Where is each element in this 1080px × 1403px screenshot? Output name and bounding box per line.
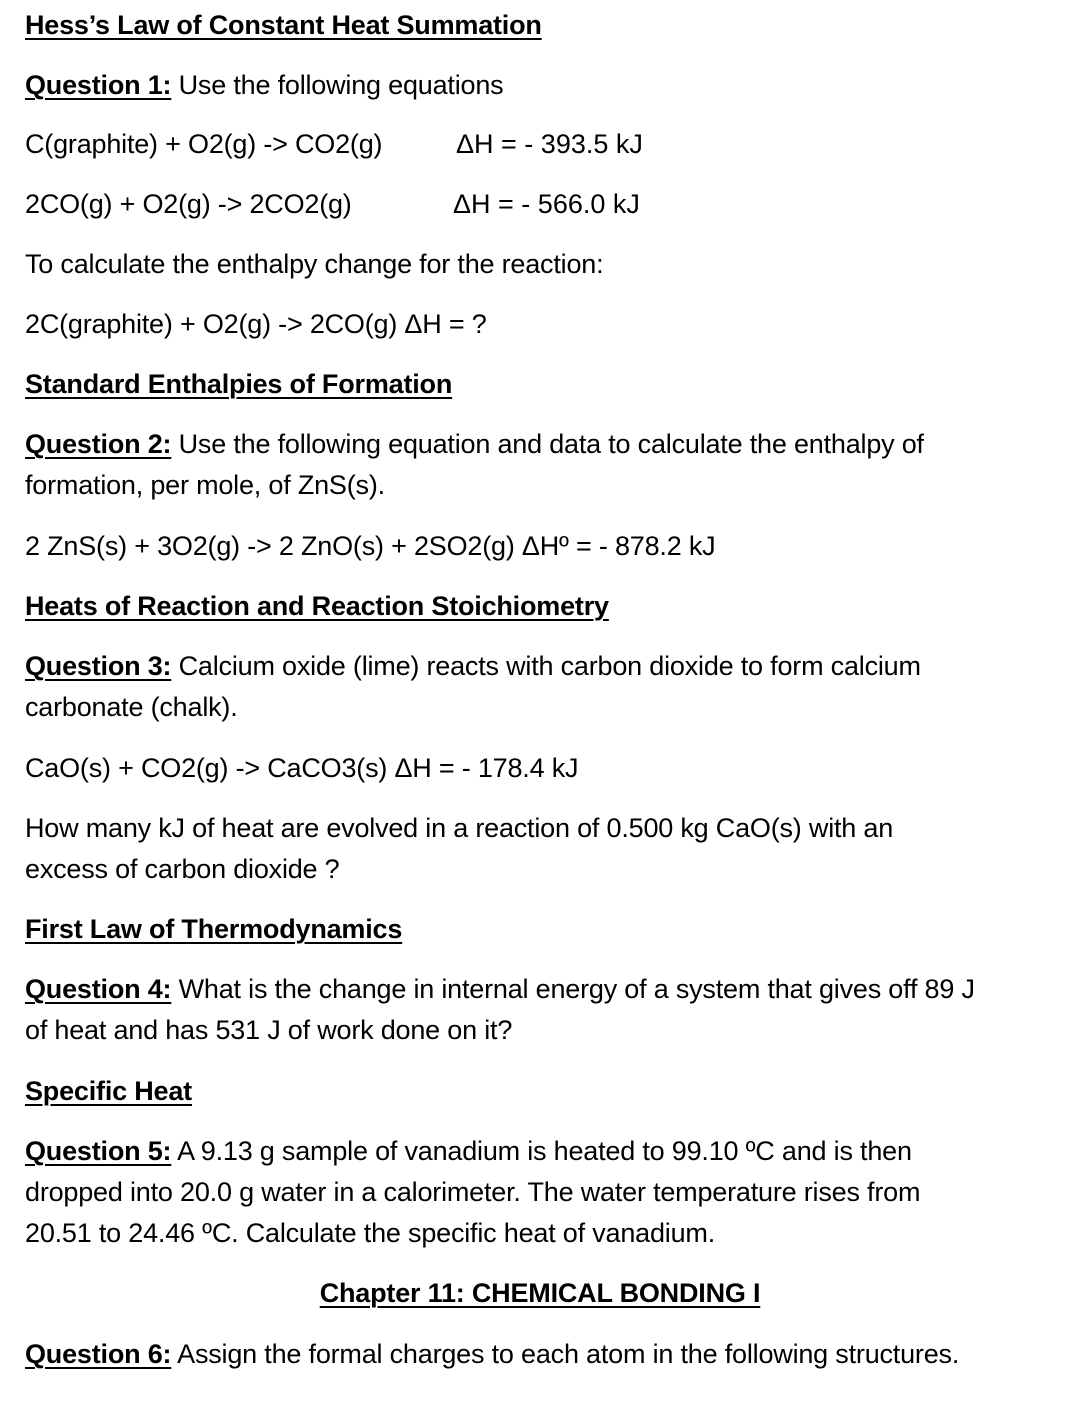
section-heading-stoichiometry: Heats of Reaction and Reaction Stoichiometry [25,591,609,621]
question-5-text-line2: dropped into 20.0 g water in a calorimeter. The water temperature rises from [25,1177,921,1207]
question-3-equation: CaO(s) + CO2(g) -> CaCO3(s) ΔH = - 178.4 kJ [25,753,579,783]
equation-2-reaction: 2CO(g) + O2(g) -> 2CO2(g) [25,189,352,219]
question-2-text-line2: formation, per mole, of ZnS(s). [25,470,385,500]
question-5-label: Question 5: [25,1136,172,1166]
question-3-ask-line1: How many kJ of heat are evolved in a reaction of 0.500 kg CaO(s) with an [25,813,894,843]
equation-2-enthalpy: ΔH = - 566.0 kJ [453,189,640,219]
section-heading-thermodynamics: First Law of Thermodynamics [25,914,403,944]
question-1 [25,69,503,101]
equation-1-reaction: C(graphite) + O2(g) -> CO2(g) [25,129,383,159]
section-heading-hess: Hess’s Law of Constant Heat Summation [25,10,542,40]
section-heading-specific-heat: Specific Heat [25,1076,192,1106]
question-3-label: Question 3: [25,651,172,681]
section-heading-formation: Standard Enthalpies of Formation [25,369,453,399]
question-6 [25,1338,959,1370]
question-5-text-line3: 20.51 to 24.46 ºC. Calculate the specific heat of vanadium. [25,1218,715,1248]
question-1-text: Use the following equations [171,70,504,100]
question-4-text-line2: of heat and has 531 J of work done on it? [25,1015,513,1045]
question-4-text-line1: What is the change in internal energy of a system that gives off 89 J [171,974,975,1004]
question-2 [25,428,924,460]
question-5 [25,1135,912,1167]
equation-1-enthalpy: ΔH = - 393.5 kJ [456,129,643,159]
question-2-text-line1: Use the following equation and data to calculate the enthalpy of [171,429,924,459]
question-3 [25,650,921,682]
question-4 [25,973,975,1005]
question-1-target-reaction: 2C(graphite) + O2(g) -> 2CO(g) ΔH = ? [25,309,487,339]
question-4-label: Question 4: [25,974,172,1004]
question-3-ask-line2: excess of carbon dioxide ? [25,854,340,884]
question-2-label: Question 2: [25,429,172,459]
question-6-label: Question 6: [25,1339,172,1369]
question-3-text-line2: carbonate (chalk). [25,692,238,722]
question-6-text: Assign the formal charges to each atom in the following structures. [171,1339,960,1369]
question-5-text-line1: A 9.13 g sample of vanadium is heated to 99.10 ºC and is then [171,1136,912,1166]
question-1-label: Question 1: [25,70,172,100]
chapter-heading: Chapter 11: CHEMICAL BONDING I [319,1278,761,1308]
question-2-equation: 2 ZnS(s) + 3O2(g) -> 2 ZnO(s) + 2SO2(g) ΔHº = - 878.2 kJ [25,531,716,561]
question-1-prompt: To calculate the enthalpy change for the reaction: [25,249,604,279]
question-3-text-line1: Calcium oxide (lime) reacts with carbon dioxide to form calcium [171,651,921,681]
